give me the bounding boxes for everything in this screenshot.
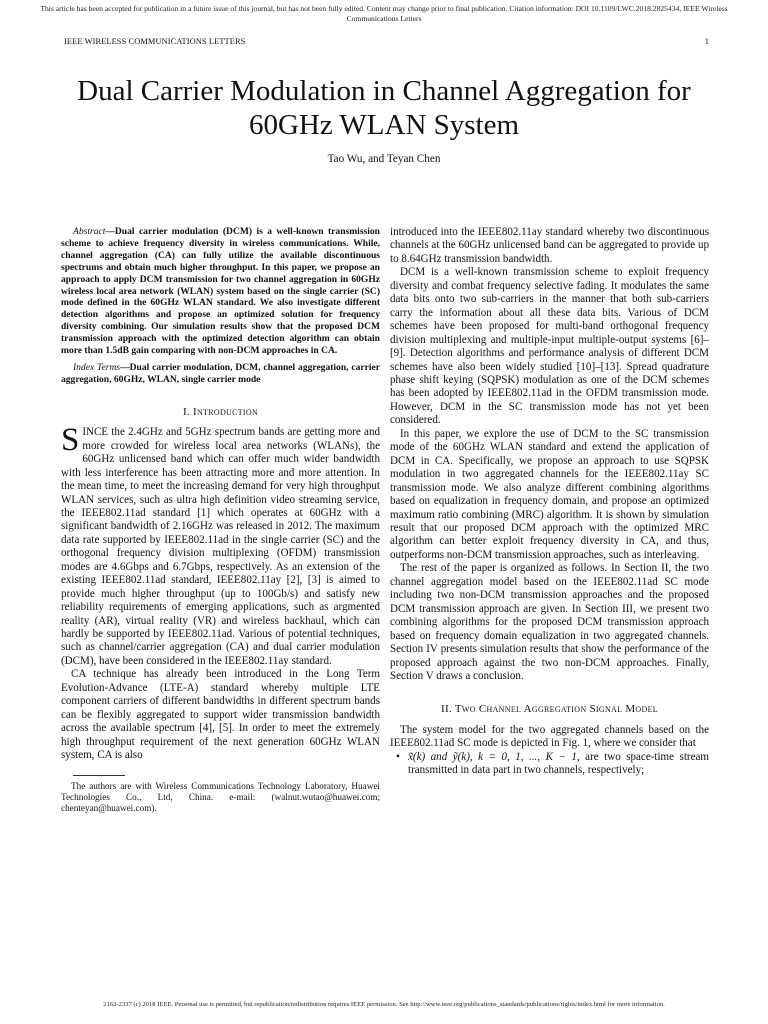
page-number: 1 [704, 37, 709, 46]
intro-paragraph-2: CA technique has already been introduced in the Long Term Evolution-Advance (LTE-A) standard whereby multiple LTE component carriers of different bandwidths in different spectrum bands can be flexibly aggregated to support wider transmission bandwidth across the available spectrum [4], [5]. In order to meet the extremely high throughput requirement of the next generation 60GHz WLAN system, CA is also [61, 668, 380, 762]
abstract-text: —Dual carrier modulation (DCM) is a well-known transmission scheme to achieve frequency diversity in wireless communications. While, channel aggregation (CA) can fully utilize the available discontinuous spectrums and obtain much higher throughput. In this paper, we propose an approach to apply DCM transmission for two channel aggregation in 60GHz wireless local area network (WLAN) system based on the single carrier (SC) mode defined in the 60GHz WLAN standard. We also investigate different detection algorithms and propose an optimized solution for frequency diversity combining. Our simulation results show that the proposed DCM transmission approach with the optimized detection algorithm can obtain more than 1.5dB gain comparing with non-DCM approaches in CA. [61, 226, 380, 357]
footnote-divider [73, 775, 125, 776]
bullet-icon: • [396, 750, 400, 763]
author-footnote: The authors are with Wireless Communications Technology Laboratory, Huawei Technologies Co., Ltd, China. e-mail: (walnut.wutao@huawei.com; chenteyan@huawei.com). [61, 780, 380, 813]
abstract-label: Abstract [73, 226, 106, 237]
intro-paragraph-1-text: INCE the 2.4GHz and 5GHz spectrum bands are getting more and more crowded for wireless local area networks (WLANs), the 60GHz unlicensed band which can offer much wider bandwidth with less interference has been attracting more and more attention. In the mean time, to meet the increasing demand for very high throughput WLAN services, such as ultra high definition video streaming service, the IEEE802.11ad standard [1] which operates at 60GHz with a significant bandwidth of 2.16GHz was released in 2012. The maximum data rate supported by IEEE802.11ad in the single carrier (SC) and the orthogonal frequency division multiplexing (OFDM) transmission modes are 4.6Gbps and 6.7Gbps, respectively. As an extension of the existing IEEE802.11ad standard, IEEE802.11ay [2], [3] is aimed to provide much higher throughput (up to 100Gb/s) and satisfy new reliability requirements of emerging applications, such as argmented reality (AR), virtual reality (VR) and wireless backhaul, which can hardly be supported by IEEE802.11ad. Various of potential techniques, such as channel/carrier aggregation (CA) and dual carrier modulation (DCM), have been considered in the IEEE802.11ay standard. [61, 426, 380, 667]
running-head [64, 37, 709, 46]
author-list: Tao Wu, and Teyan Chen [327, 153, 441, 165]
intro-paragraph-2-continued: introduced into the IEEE802.11ay standard whereby two discontinuous channels at the 60GHz unlicensed band can be aggregated to provide up to 8.64GHz transmission bandwidth. [390, 226, 709, 265]
left-column [61, 226, 380, 814]
intro-paragraph-1 [61, 422, 380, 668]
section-heading-introduction: I. Introduction [182, 405, 259, 418]
bullet-math: x̃(k) and ỹ(k), k = 0, 1, ..., K − 1, [408, 750, 580, 763]
drop-cap: S [61, 422, 80, 459]
publication-notice: This article has been accepted for publication in a future issue of this journal, but has not been fully edited. Content may change prior to final publication. Citation information: DOI 10.1109/LWC.2018.2825434, IEEE Wireless Communications Letters [40, 4, 728, 23]
bullet-text: are two space-time stream transmitted in data part in two channels, respectively; [408, 750, 709, 777]
right-column [390, 226, 709, 778]
index-terms [61, 362, 380, 386]
intro-paragraph-4: In this paper, we explore the use of DCM to the SC transmission mode of the 60GHz WLAN standard and extend the application of DCM in CA. Specifically, we propose an approach to use SQPSK modulation in two aggregated channels for the IEEE802.11ay SC transmission mode. We also analyze different combining algorithms based on equalization in frequency domain, and propose an optimized maximum ratio combining (MRC) algorithm. It is shown by simulation result that our proposed DCM approach with the optimized MRC algorithm can better exploit frequency diversity in CA, and thus, outperforms non-DCM transmission approaches, such as interleaving. [390, 427, 709, 561]
index-terms-text: —Dual carrier modulation, DCM, channel aggregation, carrier aggregation, 60GHz, WLAN, single carrier mode [61, 361, 380, 385]
intro-paragraph-3: DCM is a well-known transmission scheme to exploit frequency diversity and combat frequency selective fading. It modulates the same data bits onto two sub-carriers in the manner that both sub-carriers carry the information about all these data bits. Various of DCM schemes have been proposed for multi-band orthogonal frequency division multiplexing and multiple-input multiple-output systems [6]–[9]. Detection algorithms and performance analysis of different DCM schemes have also been widely studied [10]–[13]. Spread quadrature phase shift keying (SQPSK) modulation as one of the DCM schemes has been adopted by IEEE802.11ad in the OFDM transmission mode. However, DCM in the SC transmission mode has not yet been considered. [390, 266, 709, 427]
list-item [390, 751, 709, 778]
index-terms-label: Index Terms [73, 361, 121, 373]
intro-paragraph-5: The rest of the paper is organized as follows. In Section II, the two channel aggregation model based on the IEEE802.11ad SC mode including two non-DCM transmission approaches and the proposed DCM transmission approach are given. In Section III, we present two combining algorithms for the proposed DCM transmission approach based on frequency domain equalization in two aggregated channels. Section IV presents simulation results that show the performance of the proposed approach against the two non-DCM approaches. Finally, Section V draws a conclusion. [390, 562, 709, 682]
copyright-notice: 2162-2337 (c) 2018 IEEE. Personal use is permitted, but republication/redistribution requires IEEE permission. See http://www.ieee.org/publications_standards/publications/rights/index.html for more information. [103, 1001, 665, 1008]
paper-title: Dual Carrier Modulation in Channel Aggregation for 60GHz WLAN System [77, 75, 691, 141]
abstract [61, 226, 380, 357]
journal-name: IEEE WIRELESS COMMUNICATIONS LETTERS [64, 37, 246, 46]
section-heading-signal-model: II. Two Channel Aggregation Signal Model [441, 703, 658, 716]
model-paragraph-1: The system model for the two aggregated channels based on the IEEE802.11ad SC mode is depicted in Fig. 1, where we consider that [390, 723, 709, 750]
